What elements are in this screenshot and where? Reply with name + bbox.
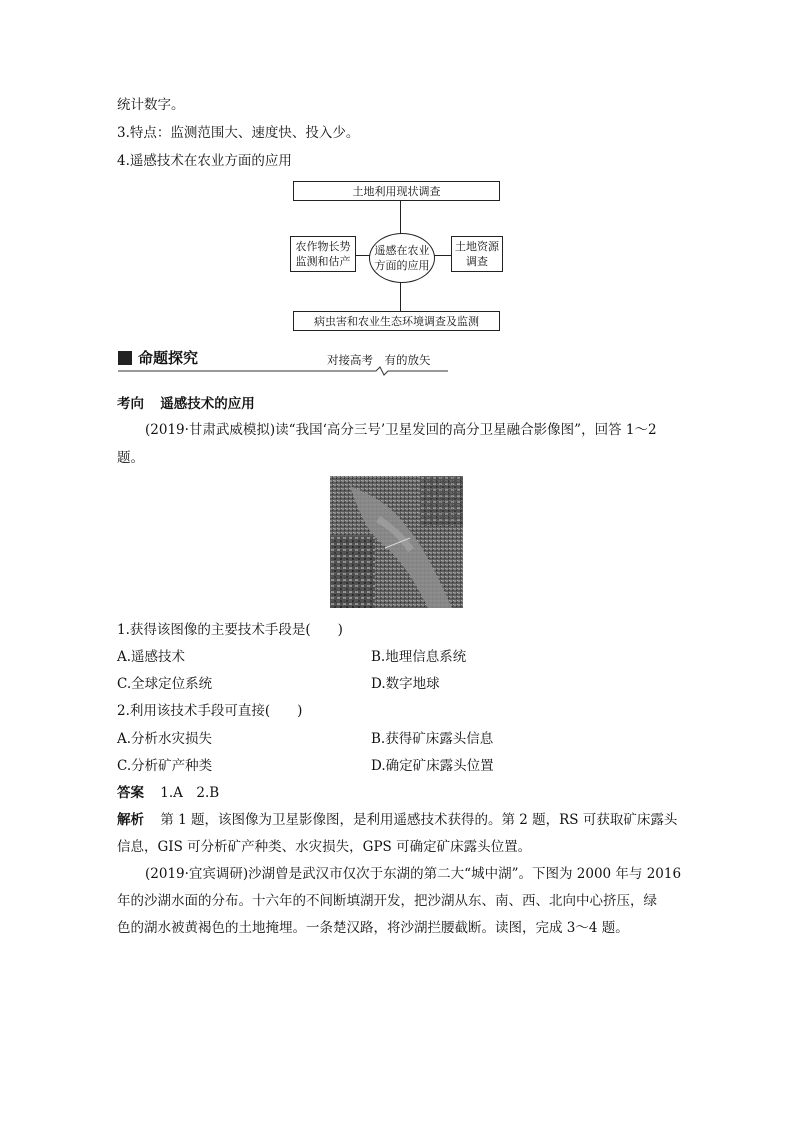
stem2-line-2: 年的沙湖水面的分布。十六年的不间断填湖开发，把沙湖从东、南、西、北向中心挤压，绿 (117, 893, 657, 909)
kaoxiang-text: 遥感技术的应用 (160, 396, 255, 412)
section-subtitle: 对接高考 有的放矢 (327, 353, 431, 367)
q1-option-b: B.地理信息系统 (371, 649, 467, 665)
q2-option-d: D.确定矿床露头位置 (371, 758, 494, 774)
section-underline (118, 366, 448, 376)
answer-line (117, 783, 219, 803)
diagram-top-label: 土地利用现状调查 (352, 184, 441, 198)
q2-option-b: B.获得矿床露头信息 (371, 731, 494, 747)
stem2-line-3: 色的湖水被黄褐色的土地掩埋。一条楚汉路，将沙湖拦腰截断。读图，完成 3～4 题。 (117, 920, 629, 936)
stem1-line-1: (2019·甘肃武威模拟)读“我国‘高分三号’卫星发回的高分卫星融合影像图”，回答 1～2 (145, 422, 657, 438)
q1-option-d: D.数字地球 (371, 676, 440, 692)
section-square-icon (118, 351, 132, 365)
diagram-right-label-1: 土地资源 (455, 240, 499, 253)
stem2-line-1: (2019·宜宾调研)沙湖曾是武汉市仅次于东湖的第二大“城中湖”。下图为 2000 年与 2016 (145, 866, 682, 882)
analysis-label: 解析 (117, 812, 144, 828)
stem1-line-2: 题。 (117, 450, 144, 466)
diagram-center-ellipse (369, 233, 435, 283)
q1-question: 1.获得该图像的主要技术手段是( ) (117, 622, 343, 638)
answer-label: 答案 (117, 785, 144, 801)
intro-line-1: 统计数字。 (117, 97, 185, 113)
analysis-line-1 (117, 810, 677, 830)
q1-option-c: C.全球定位系统 (117, 676, 213, 692)
q2-option-a: A.分析水灾损失 (117, 731, 213, 747)
diagram-top-box (293, 181, 500, 201)
q1-option-a: A.遥感技术 (117, 649, 186, 665)
diagram-bottom-label: 病虫害和农业生态环境调查及监测 (314, 314, 479, 328)
diagram-right-box (451, 236, 503, 272)
connector-top (400, 199, 401, 234)
connector-left (355, 255, 370, 256)
intro-line-3: 4.遥感技术在农业方面的应用 (117, 153, 292, 169)
diagram-bottom-box (293, 311, 500, 331)
kaoxiang-label: 考向 (117, 396, 144, 412)
intro-line-2: 3.特点：监测范围大、速度快、投入少。 (117, 125, 360, 141)
connector-bottom (400, 282, 401, 311)
satellite-image (330, 476, 463, 608)
diagram-right-label-2: 调查 (466, 255, 488, 268)
q2-option-c: C.分析矿产种类 (117, 758, 213, 774)
diagram-center-label-1: 遥感在农业 (374, 244, 430, 257)
diagram-left-label-2: 监测和估产 (295, 255, 351, 268)
diagram-left-label-1: 农作物长势 (295, 240, 351, 253)
analysis-text-1: 第 1 题，该图像为卫星影像图，是利用遥感技术获得的。第 2 题，RS 可获取矿床露头 (160, 812, 678, 828)
diagram-left-box (290, 236, 356, 272)
kaoxiang-line (117, 394, 255, 414)
section-title: 命题探究 (138, 349, 199, 367)
analysis-line-2: 信息，GIS 可分析矿产种类、水灾损失，GPS 可确定矿床露头位置。 (117, 839, 532, 855)
answer-text: 1.A 2.B (160, 785, 220, 801)
q2-question: 2.利用该技术手段可直接( ) (117, 703, 303, 719)
diagram-center-label-2: 方面的应用 (374, 259, 430, 272)
